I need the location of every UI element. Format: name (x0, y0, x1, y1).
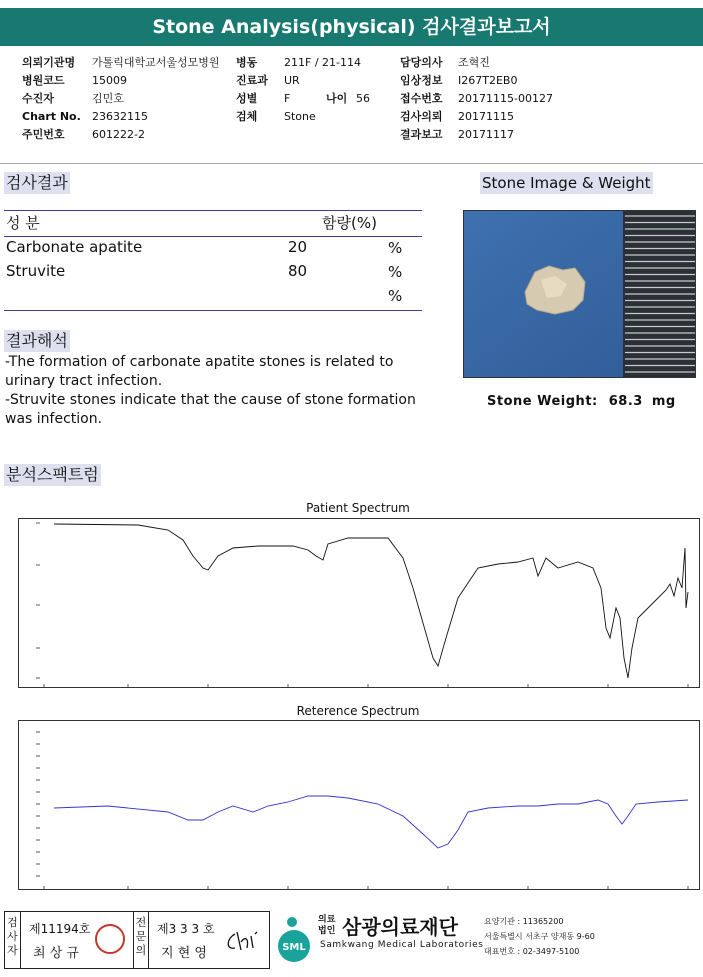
row-unit: % (388, 239, 403, 257)
phone: 대표번호 : 02-3497-5100 (484, 947, 580, 956)
reference-spectrum-chart (18, 720, 700, 890)
info-label: 병원코드 (22, 74, 65, 87)
org-prefix-top: 의료 (318, 915, 336, 925)
org-prefix-bottom: 법인 (318, 926, 336, 936)
patient-info-col2 (236, 54, 396, 126)
info-value: 23632115 (92, 110, 148, 123)
info-value: Stone (284, 110, 316, 123)
weight-label: Stone Weight: (487, 394, 598, 409)
info-label: 병동 (236, 56, 258, 69)
info-label: 임상정보 (400, 74, 443, 87)
table-header-line (4, 236, 422, 237)
patient-info-col3 (400, 54, 620, 144)
age-label: 나이 (326, 92, 348, 105)
info-label: 주민번호 (22, 128, 65, 141)
interpretation-line2: -Struvite stones indicate that the cause of stone formation was infection. (5, 392, 416, 427)
info-label: 검사의뢰 (400, 110, 443, 123)
patient-info-col1 (22, 54, 262, 144)
specialist-name: 지 현 영 (161, 946, 207, 961)
info-value: 20171115 (458, 110, 514, 123)
age-value: 56 (356, 92, 370, 105)
weight-value: 68.3 (608, 394, 643, 409)
info-label: Chart No. (22, 110, 81, 123)
inst-code: 요양기관 : 11365200 (484, 917, 564, 926)
info-value: I267T2EB0 (458, 74, 518, 87)
info-value: UR (284, 74, 300, 87)
reference-spectrum-title: Reterence Spectrum (296, 704, 420, 718)
info-label: 검체 (236, 110, 258, 123)
signature-icon (223, 928, 263, 954)
table-bottom-line (4, 310, 422, 311)
info-label: 진료과 (236, 74, 268, 87)
table-top-line (4, 210, 422, 211)
info-value: F (284, 92, 291, 105)
info-value: 211F / 21-114 (284, 56, 361, 69)
sml-logo-icon (272, 914, 314, 964)
org-name: 삼광의료재단 (342, 915, 458, 939)
info-label: 접수번호 (400, 92, 443, 105)
info-value: 가톨릭대학교서울성모병원 (92, 56, 220, 69)
divider (0, 163, 703, 164)
info-value: 김민호 (92, 92, 124, 105)
examiner-label: 검사자 (5, 912, 21, 968)
info-label: 담당의사 (400, 56, 443, 69)
patient-spectrum-chart (18, 518, 700, 688)
info-value: 20171117 (458, 128, 514, 141)
col-component-header: 성 분 (6, 214, 40, 232)
address: 서울특별시 서초구 양재동 9-60 (484, 932, 595, 941)
row-value: 20 (288, 238, 308, 256)
report-title: Stone Analysis(physical) 검사결과보고서 (0, 8, 703, 46)
spectrum-trace (54, 524, 688, 678)
stone-weight (487, 394, 676, 409)
info-value: 조혁진 (458, 56, 490, 69)
row-name: Struvite (6, 262, 66, 280)
info-label: 결과보고 (400, 128, 443, 141)
interpretation-title: 결과해석 (6, 331, 68, 350)
row-value: 80 (288, 262, 308, 280)
specialist-license: 제3 3 3 호 (157, 922, 215, 936)
patient-spectrum-title: Patient Spectrum (306, 501, 410, 515)
examiner-license: 제11194호 (29, 922, 91, 936)
specialist-label: 전문의 (133, 912, 149, 968)
info-value: 601222-2 (92, 128, 145, 141)
weight-unit: mg (651, 394, 676, 409)
info-label: 성별 (236, 92, 258, 105)
image-section-title: Stone Image & Weight (482, 174, 651, 192)
spectrum-trace (54, 796, 688, 848)
stone-photo (463, 210, 696, 378)
interpretation-line1: -The formation of carbonate apatite stones is related to urinary tract infection. (5, 354, 394, 389)
results-title: 검사결과 (6, 173, 68, 192)
logo-text: SML (282, 942, 306, 953)
seal-icon (95, 924, 125, 954)
col-content-header: 함량(%) (322, 214, 377, 232)
info-value: 20171115-00127 (458, 92, 553, 105)
org-prefix (318, 915, 335, 937)
row-name: Carbonate apatite (6, 238, 143, 256)
info-label: 의뢰기관명 (22, 56, 76, 69)
row-unit: % (388, 263, 403, 281)
org-english: Samkwang Medical Laboratories (320, 940, 484, 950)
examiner-name: 최 상 규 (33, 946, 79, 961)
info-label: 수진자 (22, 92, 54, 105)
info-value: 15009 (92, 74, 127, 87)
signature-box (4, 911, 270, 969)
row-unit: % (388, 287, 403, 305)
spectrum-title: 분석스팩트럼 (6, 465, 99, 484)
